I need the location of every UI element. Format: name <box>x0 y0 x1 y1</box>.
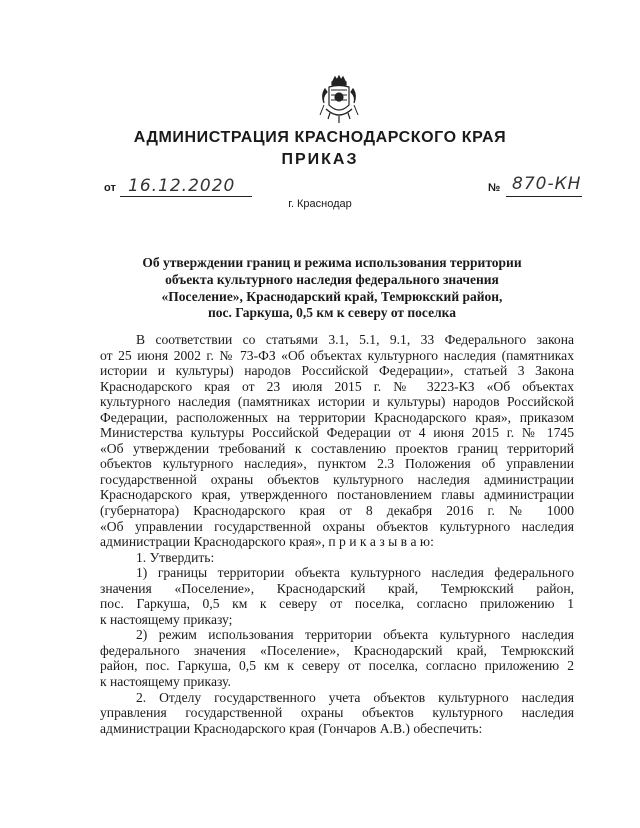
body-line: администрации Краснодарского края», п р и к а з ы в а ю: <box>100 534 434 550</box>
document-subject <box>132 255 532 322</box>
body-line: истории и культуры) народов Российской Федерации», статьей 3 Закона <box>100 363 574 379</box>
date-underline <box>120 196 252 197</box>
subject-line: «Поселение», Краснодарский край, Темрюкский район, <box>161 288 503 304</box>
body-line: 2) режим использования территории объекта культурного наследия <box>136 627 574 643</box>
number-prefix: № <box>488 182 501 194</box>
organization-title: АДМИНИСТРАЦИЯ КРАСНОДАРСКОГО КРАЯ <box>133 129 507 146</box>
body-line: пос. Гаркуша, 0,5 км к северу от поселка, согласно приложению 1 <box>100 596 574 612</box>
krasnodar-coat-of-arms-icon <box>318 75 360 125</box>
document-body <box>100 332 574 736</box>
subject-line: пос. Гаркуша, 0,5 км к северу от поселка <box>208 305 456 321</box>
body-line: 1) границы территории объекта культурного наследия федерального <box>136 565 574 581</box>
body-line: 1. Утвердить: <box>136 549 215 565</box>
body-line: значения «Поселение», Краснодарский край, Темрюкский район, <box>100 580 574 596</box>
number-underline <box>506 196 582 197</box>
body-line: Краснодарского края, утвержденного постановлением главы администрации <box>100 487 574 503</box>
body-line: «Об управлении государственной охраны объектов культурного наследия <box>100 518 574 534</box>
body-line: к настоящему приказу. <box>100 674 231 690</box>
body-line: (губернатора) Краснодарского края от 8 декабря 2016 г. № 1000 <box>100 503 574 519</box>
city: г. Краснодар <box>288 198 352 210</box>
body-line: объектов культурного наследия», пунктом 2.3 Положения об управлении <box>100 456 574 472</box>
document-type: ПРИКАЗ <box>281 151 359 168</box>
body-line: В соответствии со статьями 3.1, 5.1, 9.1, 33 Федерального закона <box>136 332 574 347</box>
body-line: 2. Отделу государственного учета объектов культурного наследия <box>136 689 574 705</box>
date-value: 16.12.2020 <box>128 176 236 196</box>
body-line: «Об утверждении требований к составлению проектов границ территорий <box>100 440 574 456</box>
body-line: от 25 июня 2002 г. № 73-ФЗ «Об объектах культурного наследия (памятниках <box>100 347 574 363</box>
date-prefix: от <box>104 182 116 194</box>
subject-line: объекта культурного наследия федерального значения <box>165 271 499 287</box>
body-line: администрации Краснодарского края (Гончаров А.В.) обеспечить: <box>100 720 483 736</box>
body-line: управления государственной охраны объектов культурного наследия <box>100 705 574 721</box>
body-line: государственной охраны объектов культурного наследия администрации <box>100 471 574 487</box>
body-line: Федерации, расположенных на территории Краснодарского края», приказом <box>100 409 574 425</box>
body-line: федерального значения «Поселение», Краснодарский край, Темрюкский <box>100 642 574 658</box>
subject-line: Об утверждении границ и режима использования территории <box>142 255 522 270</box>
body-line: культурного наследия (памятниках истории и культуры) народов Российской <box>100 394 574 410</box>
body-line: к настоящему приказу; <box>100 611 233 627</box>
body-line: Краснодарского края от 23 июля 2015 г. № 3223-КЗ «Об объектах <box>100 378 574 394</box>
body-line: Министерства культуры Российской Федерации от 4 июня 2015 г. № 1745 <box>100 425 574 441</box>
number-value: 870-КН <box>512 174 582 194</box>
body-line: район, пос. Гаркуша, 0,5 км к северу от поселка, согласно приложению 2 <box>100 658 574 674</box>
